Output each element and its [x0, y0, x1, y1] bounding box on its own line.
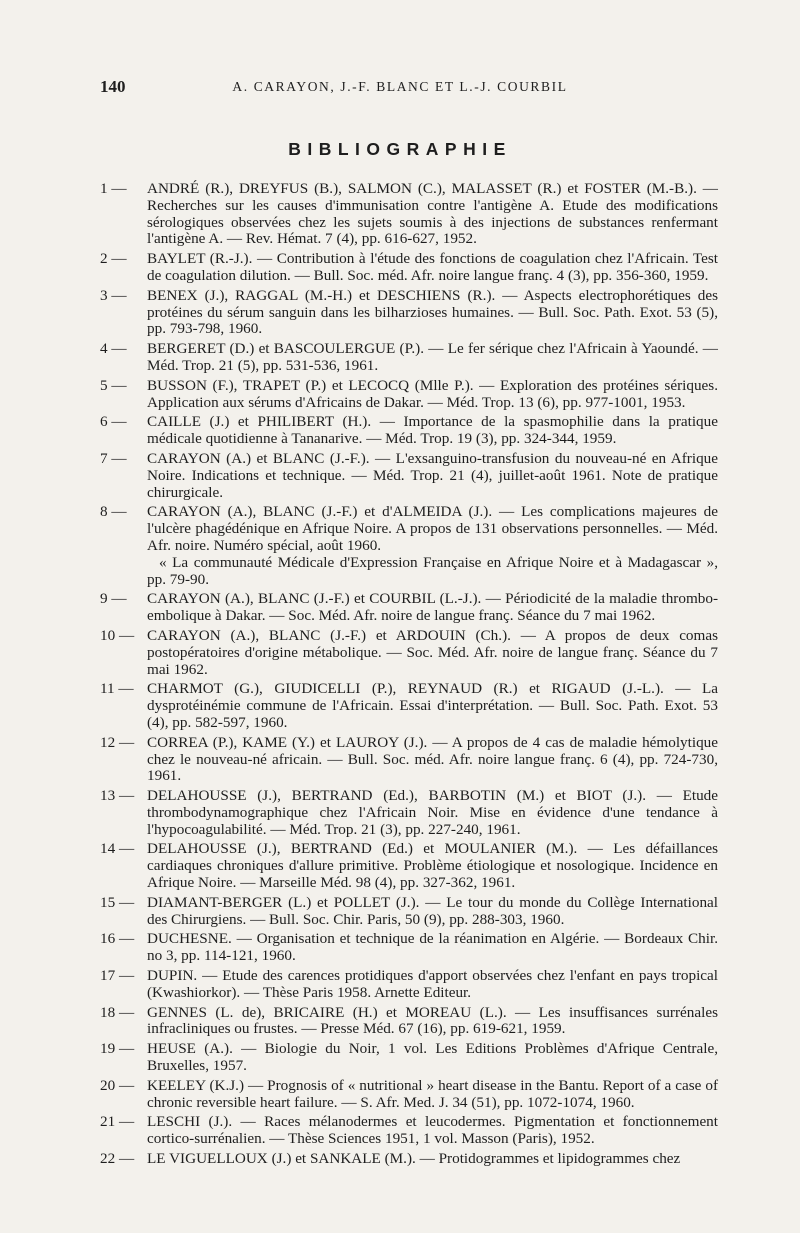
entry-number: 8 —: [100, 503, 127, 521]
entry-reference: CARAYON (A.), BLANC (J.-F.) et d'ALMEIDA (J.). — Les complications majeures de l'ulcère phagédénique en Afrique Noire. A propos de 131 observations personnelles. — Méd. Afr. noire. Numéro spécial, août 1960.: [147, 503, 718, 554]
entry-reference: BUSSON (F.), TRAPET (P.) et LECOCQ (Mlle P.). — Exploration des protéines sériques. Application aux sérums d'Africains de Dakar. — Méd. Trop. 13 (6), pp. 977-1001, 1953.: [147, 376, 718, 411]
entry-number: 10 —: [100, 626, 135, 644]
bibliography-entry: [100, 895, 718, 929]
bibliography-entry: [100, 628, 718, 678]
entry-reference: CARAYON (A.) et BLANC (J.-F.). — L'exsanguino-transfusion du nouveau-né en Afrique Noire. Indications et technique. — Méd. Trop. 21 (4), juillet-août 1961. Note de pratique chirurgicale.: [147, 449, 718, 501]
entry-reference: HEUSE (A.). — Biologie du Noir, 1 vol. Les Editions Problèmes d'Afrique Centrale, Bruxelles, 1957.: [147, 1040, 718, 1075]
running-head: A. CARAYON, J.-F. BLANC ET L.-J. COURBIL: [232, 79, 568, 94]
entry-reference: ANDRÉ (R.), DREYFUS (B.), SALMON (C.), MALASSET (R.) et FOSTER (M.-B.). — Recherches sur les causes d'immunisation contre l'antigène A. Etude des modifications sérologiques observées chez les sujets soumis à des injections de substances renfermant l'antigène A. — Rev. Hémat. 7 (4), pp. 616-627, 1952.: [147, 180, 718, 248]
bibliography-entry: [100, 1151, 718, 1168]
bibliography-entry: [100, 735, 718, 785]
bibliography-entry: [100, 788, 718, 838]
bibliography-list: [100, 181, 718, 1171]
entry-reference: DELAHOUSSE (J.), BERTRAND (Ed.), BARBOTIN (M.) et BIOT (J.). — Etude thrombodynamographique chez l'Africain Noir. Mise en évidence d'une tendance à l'hypocoagulabilité. — Méd. Trop. 21 (3), pp. 227-240, 1961.: [147, 787, 718, 838]
entry-number: 20 —: [100, 1076, 135, 1094]
entry-number: 13 —: [100, 787, 135, 805]
bibliography-entry: [100, 451, 718, 501]
entry-number: 2 —: [100, 250, 127, 268]
bibliography-entry: [100, 1114, 718, 1148]
entry-number: 6 —: [100, 413, 127, 431]
bibliography-entry: [100, 1005, 718, 1039]
entry-reference: CARAYON (A.), BLANC (J.-F.) et ARDOUIN (Ch.). — A propos de deux comas postopératoires d'origine métabolique. — Soc. Méd. Afr. noire de langue franç. Séance du 7 mai 1962.: [147, 626, 718, 678]
entry-number: 18 —: [100, 1003, 135, 1021]
bibliography-entry: [100, 931, 718, 965]
entry-number: 1 —: [100, 180, 127, 197]
bibliography-entry: [100, 968, 718, 1002]
entry-continuation: « La communauté Médicale d'Expression Française en Afrique Noire et à Madagascar », pp. 79-90.: [147, 553, 718, 588]
bibliography-entry: [100, 504, 718, 588]
section-title: BIBLIOGRAPHIE: [288, 139, 512, 159]
bibliography-entry: [100, 341, 718, 375]
bibliography-entry: [100, 181, 718, 248]
bibliography-entry: [100, 251, 718, 285]
bibliography-entry: [100, 841, 718, 891]
entry-reference: CAILLE (J.) et PHILIBERT (H.). — Importance de la spasmophilie dans la pratique médicale quotidienne à Tananarive. — Méd. Trop. 19 (3), pp. 324-344, 1959.: [147, 413, 718, 448]
entry-number: 21 —: [100, 1113, 135, 1131]
entry-reference: CORREA (P.), KAME (Y.) et LAUROY (J.). — A propos de 4 cas de maladie hémolytique chez le nouveau-né africain. — Bull. Soc. méd. Afr. noire langue franç. 6 (4), pp. 724-730, 1961.: [147, 733, 718, 785]
entry-number: 4 —: [100, 340, 127, 358]
entry-number: 9 —: [100, 590, 127, 608]
bibliography-entry: [100, 414, 718, 448]
entry-number: 15 —: [100, 893, 135, 911]
entry-number: 14 —: [100, 840, 135, 858]
entry-reference: GENNES (L. de), BRICAIRE (H.) et MOREAU (L.). — Les insuffisances surrénales infracliniques ou frustes. — Presse Méd. 67 (16), pp. 619-621, 1959.: [147, 1003, 718, 1038]
entry-number: 22 —: [100, 1150, 135, 1168]
entry-reference: LE VIGUELLOUX (J.) et SANKALE (M.). — Protidogrammes et lipidogrammes chez: [147, 1150, 681, 1168]
entry-reference: CHARMOT (G.), GIUDICELLI (P.), REYNAUD (R.) et RIGAUD (J.-L.). — La dysprotéinémie commune de l'Africain. Essai d'interprétation. — Bull. Soc. Path. Exot. 53 (4), pp. 582-597, 1960.: [147, 680, 718, 731]
entry-reference: CARAYON (A.), BLANC (J.-F.) et COURBIL (L.-J.). — Périodicité de la maladie thrombo-embolique à Dakar. — Soc. Méd. Afr. noire de langue franç. Séance du 7 mai 1962.: [147, 590, 718, 625]
entry-number: 12 —: [100, 733, 135, 751]
entry-reference: BENEX (J.), RAGGAL (M.-H.) et DESCHIENS (R.). — Aspects electrophorétiques des protéines du sérum sanguin dans les bilharzioses humaines. — Bull. Soc. Path. Exot. 53 (5), pp. 793-798, 1960.: [147, 286, 718, 338]
bibliography-entry: [100, 378, 718, 412]
entry-number: 19 —: [100, 1040, 135, 1058]
page-number: 140: [100, 77, 126, 96]
entry-number: 17 —: [100, 967, 135, 985]
bibliography-entry: [100, 1041, 718, 1075]
bibliography-entry: [100, 288, 718, 338]
entry-number: 16 —: [100, 930, 135, 948]
entry-reference: DELAHOUSSE (J.), BERTRAND (Ed.) et MOULANIER (M.). — Les défaillances cardiaques chroniques d'allure primitive. Problème étiologique et nosologique. Incidence en Afrique Noire. — Marseille Méd. 98 (4), pp. 327-362, 1961.: [147, 840, 718, 892]
entry-reference: KEELEY (K.J.) — Prognosis of « nutritional » heart disease in the Bantu. Report of a case of chronic reversible heart failure. — S. Afr. Med. J. 34 (51), pp. 1072-1074, 1960.: [147, 1076, 718, 1111]
entry-number: 7 —: [100, 449, 127, 467]
entry-reference: DUCHESNE. — Organisation et technique de la réanimation en Algérie. — Bordeaux Chir. no 3, pp. 114-121, 1960.: [147, 930, 718, 965]
entry-reference: LESCHI (J.). — Races mélanodermes et leucodermes. Pigmentation et fonctionnement cortico-surrénalien. — Thèse Sciences 1951, 1 vol. Masson (Paris), 1952.: [147, 1113, 718, 1148]
entry-reference: DUPIN. — Etude des carences protidiques d'apport observées chez l'enfant en pays tropical (Kwashiorkor). — Thèse Paris 1958. Arnette Editeur.: [147, 967, 718, 1001]
entry-reference: DIAMANT-BERGER (L.) et POLLET (J.). — Le tour du monde du Collège International des Chirurgiens. — Bull. Soc. Chir. Paris, 50 (9), pp. 288-303, 1960.: [147, 893, 718, 928]
bibliography-entry: [100, 591, 718, 625]
entry-number: 5 —: [100, 376, 127, 394]
entry-reference: BAYLET (R.-J.). — Contribution à l'étude des fonctions de coagulation chez l'Africain. Test de coagulation dilution. — Bull. Soc. méd. Afr. noire langue franç. 4 (3), pp. 356-360, 1959.: [147, 250, 718, 284]
bibliography-entry: [100, 1078, 718, 1112]
bibliography-entry: [100, 681, 718, 731]
entry-number: 11 —: [100, 680, 134, 698]
entry-number: 3 —: [100, 286, 127, 304]
entry-reference: BERGERET (D.) et BASCOULERGUE (P.). — Le fer sérique chez l'Africain à Yaoundé. — Méd. Trop. 21 (5), pp. 531-536, 1961.: [147, 340, 718, 374]
